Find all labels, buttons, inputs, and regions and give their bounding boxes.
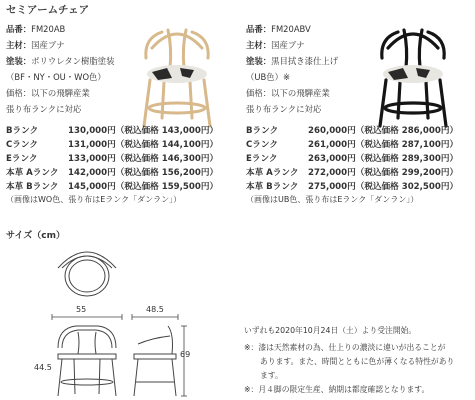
spec-line: 塗装：黒目拭き漆仕上げ [246, 56, 339, 66]
right-price-list [246, 124, 458, 194]
price-row: 本革 Aランク 142,000円 （税込価格 156,200円） [6, 168, 219, 178]
height-dimension: 69 [180, 350, 191, 359]
spec-line: 品番：FM20AB [6, 24, 66, 34]
spec-line: （UB色）※ [246, 72, 291, 82]
chair-image-natural [132, 18, 222, 128]
spec-line: 価格：以下の飛騨産業 [246, 88, 330, 98]
spec-line: 価格：以下の飛騨産業 [6, 88, 90, 98]
width-dimension: 55 [76, 305, 87, 314]
spec-line: （BF・NY・OU・WO色） [6, 72, 106, 82]
price-row: Bランク 130,000円 （税込価格 143,000円） [6, 126, 219, 136]
price-row: Bランク 260,000円 （税込価格 286,000円） [246, 126, 459, 136]
right-spec [246, 21, 338, 117]
lacquer-note-line3: ます。 [260, 371, 283, 380]
spec-line: 張り布ランクに対応 [246, 104, 322, 114]
right-image-note: （画像はUB色、張り布はEランク「ダンラン」） [246, 195, 419, 204]
spec-line: 主材：国産ブナ [6, 40, 65, 50]
lacquer-note-line2: あります。また、時間とともに色が薄くなる特性があり [260, 357, 455, 366]
page-title: セミアームチェア [6, 4, 90, 16]
left-image-note: （画像はWO色、張り布はEランク「ダンラン」） [6, 195, 182, 204]
price-row: Eランク 133,000円 （税込価格 146,300円） [6, 154, 219, 164]
chair-image-black [368, 18, 458, 128]
production-note: ※：月４脚の限定生産、納期は都度確認となります。 [244, 385, 430, 394]
depth-dimension: 48.5 [146, 305, 164, 314]
price-row: Eランク 263,000円 （税込価格 289,300円） [246, 154, 459, 164]
spec-line: 張り布ランクに対応 [6, 104, 82, 114]
price-row: Cランク 261,000円 （税込価格 287,100円） [246, 140, 459, 150]
left-price-list [6, 124, 218, 194]
price-row: 本革 Bランク 275,000円 （税込価格 302,500円） [246, 182, 459, 192]
left-spec [6, 21, 115, 117]
front-view-drawing [48, 314, 126, 398]
spec-line: 塗装：ポリウレタン樹脂塗装 [6, 56, 115, 66]
seat-height-dimension: 44.5 [34, 363, 52, 372]
price-row: 本革 Bランク 145,000円 （税込価格 159,500円） [6, 182, 219, 192]
spec-line: 主材：国産ブナ [246, 40, 305, 50]
top-view-drawing [52, 242, 122, 306]
size-heading: サイズ（cm） [6, 231, 65, 241]
lacquer-note: ※：漆は天然素材の為、仕上りの濃淡に違いが出ることが [244, 343, 446, 352]
order-note: いずれも2020年10月24日（土）より受注開始。 [244, 326, 417, 335]
price-row: Cランク 131,000円 （税込価格 144,100円） [6, 140, 219, 150]
spec-line: 品番：FM20ABV [246, 24, 311, 34]
price-row: 本革 Aランク 272,000円 （税込価格 299,200円） [246, 168, 459, 178]
